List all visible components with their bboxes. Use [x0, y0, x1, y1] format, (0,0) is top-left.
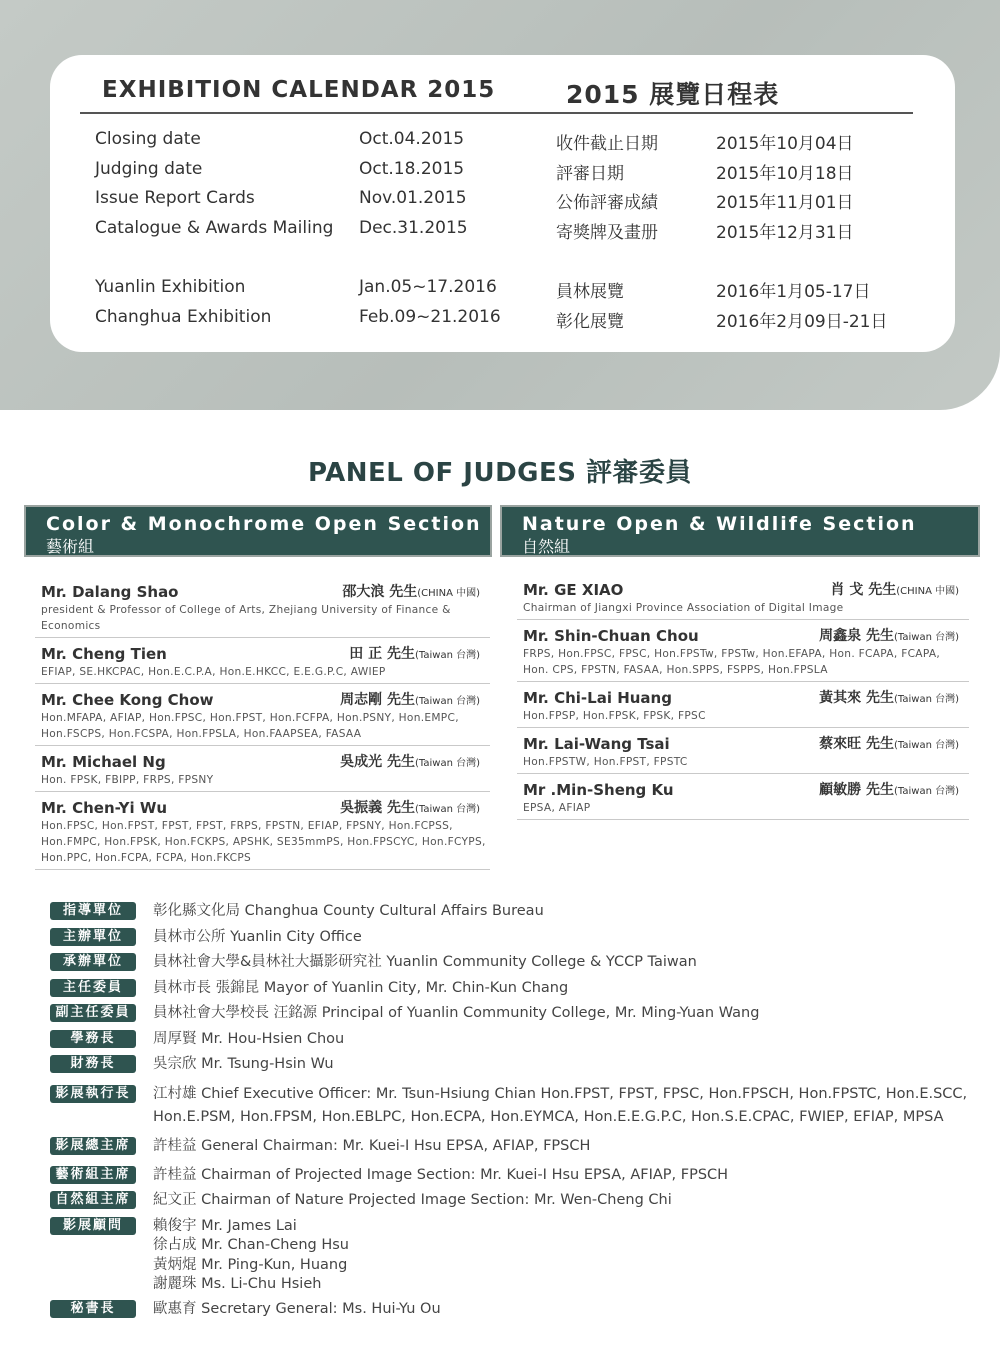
org-role-badge: 副主任委員: [50, 1004, 136, 1022]
event-name-zh: 評審日期: [556, 163, 624, 184]
event-date: Oct.04.2015: [359, 129, 465, 149]
judge-entry: [517, 732, 969, 774]
org-row: [50, 1137, 970, 1166]
judge-chinese-name: [340, 752, 480, 774]
judge-chinese-name: [819, 780, 959, 802]
org-line: 吳宗欣 Mr. Tsung-Hsin Wu: [153, 1056, 334, 1072]
judge-name-zh: 吳振義 先生: [340, 800, 415, 816]
org-line: 紀文正 Chairman of Nature Projected Image Section: Mr. Wen-Cheng Chi: [153, 1192, 672, 1208]
judge-entry: [35, 642, 490, 684]
judge-chinese-name: [830, 580, 959, 602]
judge-country: (CHINA 中國): [896, 586, 959, 597]
judge-entry: [517, 778, 969, 820]
judge-honors: Chairman of Jiangxi Province Association of Digital Image: [523, 602, 844, 614]
org-row: [50, 1217, 970, 1300]
judge-entry: [35, 750, 490, 792]
event-date: Nov.01.2015: [359, 188, 467, 208]
judge-country: (Taiwan 台灣): [894, 740, 959, 751]
org-row: [50, 1081, 970, 1137]
judge-name-zh: 蔡來旺 先生: [819, 736, 894, 752]
org-row: [50, 902, 970, 928]
event-name-zh: 員林展覽: [556, 282, 624, 302]
judge-entry: [35, 580, 490, 638]
org-line: 員林市長 張錦昆 Mayor of Yuanlin City, Mr. Chin-Kun Chang: [153, 979, 569, 996]
org-role-badge: 學務長: [50, 1030, 136, 1048]
judge-name-zh: 周志剛 先生: [340, 692, 415, 708]
judge-entry: [517, 686, 969, 728]
event-name: Closing date: [95, 129, 201, 149]
judge-chinese-name: [819, 626, 959, 648]
calendar-row: [50, 305, 955, 335]
judge-name-zh: 周鑫泉 先生: [819, 628, 894, 644]
judge-honors: Hon.FPSC, Hon.FPST, FPST, FPST, FRPS, FPSTN, EFIAP, FPSNY, Hon.FCPSS, Hon.FMPC, Hon.FPSK, Hon.FCKPS, APSHK, SE35mmPS, Hon.FPSCYC, Hon.FCYPS, Hon.PPC, Hon.FCPA, FCPA, Hon.FKCPS: [41, 820, 486, 864]
judge-name-zh: 顧敏勝 先生: [819, 782, 894, 798]
judge-name: Mr. Lai-Wang Tsai: [523, 735, 670, 753]
judge-country: (Taiwan 台灣): [415, 696, 480, 707]
event-name: Judging date: [95, 158, 203, 179]
event-date-zh: 2016年2月09日-21日: [716, 311, 888, 332]
judge-name: Mr. Chee Kong Chow: [41, 691, 214, 709]
org-role-badge: 主辦單位: [50, 928, 136, 946]
section-title-zh: 自然組: [522, 537, 571, 556]
org-row: [50, 1030, 970, 1056]
judge-country: (Taiwan 台灣): [415, 758, 480, 769]
org-member: [153, 1030, 344, 1050]
judge-chinese-name: [819, 688, 959, 710]
org-line: 徐占成 Mr. Chan-Cheng Hsu: [153, 1237, 349, 1253]
judge-honors: Hon.MFAPA, AFIAP, Hon.FPSC, Hon.FPST, Hon.FCFPA, Hon.PSNY, Hon.EMPC, Hon.FSCPS, Hon.FCSPA, Hon.FPSLA, Hon.FAAPSEA, FASAA: [41, 712, 459, 740]
judge-country: (CHINA 中國): [417, 588, 480, 599]
org-role-badge: 影展總主席: [50, 1137, 136, 1155]
judge-name: Mr. Chi-Lai Huang: [523, 689, 672, 707]
event-date: Jan.05~17.2016: [359, 277, 497, 297]
event-name-zh: 寄獎牌及畫册: [556, 222, 658, 243]
org-line: 員林社會大學&員林社大攝影研究社 Yuanlin Community College & YCCP Taiwan: [153, 954, 697, 970]
judges-heading: PANEL OF JUDGES 評審委員: [307, 458, 693, 488]
calendar-title-en: EXHIBITION CALENDAR 2015: [102, 77, 496, 103]
org-member: [153, 1217, 349, 1295]
calendar-row: [50, 157, 955, 187]
judge-honors: Hon. FPSK, FBIPP, FRPS, FPSNY: [41, 774, 214, 786]
event-name: Yuanlin Exhibition: [95, 277, 246, 297]
org-line: 員林市公所 Yuanlin City Office: [153, 928, 362, 945]
org-line: Hon.E.PSM, Hon.FPSM, Hon.EBLPC, Hon.ECPA, Hon.EYMCA, Hon.E.E.G.P.C, Hon.S.E.CPAC, FWIEP, EFIAP, MPSA: [153, 1109, 944, 1125]
judge-name: Mr. Dalang Shao: [41, 583, 179, 601]
org-row: [50, 1055, 970, 1081]
event-name-zh: 收件截止日期: [556, 134, 658, 154]
judge-honors: EPSA, AFIAP: [523, 802, 591, 814]
judge-name-zh: 田 正 先生: [349, 646, 415, 662]
calendar-rows: [50, 127, 955, 334]
section-title-en: Nature Open & Wildlife Section: [522, 513, 917, 535]
org-role-badge: 主任委員: [50, 979, 136, 997]
exhibition-calendar-card: [50, 55, 955, 352]
judge-honors: Hon.FPSTW, Hon.FPST, FPSTC: [523, 756, 688, 768]
judge-entry: [517, 624, 969, 682]
org-member: [153, 928, 362, 948]
judge-name-zh: 肖 戈 先生: [830, 582, 897, 598]
org-member: [153, 1191, 672, 1211]
org-member: [153, 979, 568, 999]
event-date-zh: 2015年10月18日: [716, 163, 854, 184]
event-name: Issue Report Cards: [95, 188, 255, 208]
org-member: [153, 902, 544, 922]
org-line: 許桂益 General Chairman: Mr. Kuei-I Hsu EPSA, AFIAP, FPSCH: [153, 1137, 591, 1154]
org-line: 賴俊宇 Mr. James Lai: [153, 1217, 297, 1234]
org-member: [153, 1004, 759, 1024]
event-date-zh: 2015年10月04日: [716, 134, 854, 154]
org-row: [50, 1166, 970, 1192]
org-role-badge: 藝術組主席: [50, 1166, 136, 1184]
event-name: Catalogue & Awards Mailing: [95, 217, 334, 238]
judge-name: Mr. Cheng Tien: [41, 645, 167, 663]
event-date-zh: 2015年12月31日: [716, 222, 854, 243]
org-role-badge: 財務長: [50, 1055, 136, 1073]
section-title-en: Color & Monochrome Open Section: [46, 513, 482, 535]
judge-chinese-name: [340, 798, 480, 820]
org-role-badge: 自然組主席: [50, 1191, 136, 1209]
org-role-badge: 秘書長: [50, 1300, 136, 1318]
judge-name-zh: 黃其來 先生: [819, 690, 894, 706]
event-name-zh: 公佈評審成績: [556, 193, 658, 213]
organization-committee: [50, 902, 970, 1325]
judge-entry: [35, 796, 490, 870]
org-line: 彰化縣文化局 Changhua County Cultural Affairs Bureau: [153, 903, 544, 919]
org-member: [153, 1166, 728, 1186]
judge-country: (Taiwan 台灣): [415, 650, 480, 661]
org-role-badge: 指導單位: [50, 902, 136, 920]
judge-chinese-name: [340, 690, 480, 712]
calendar-row: [50, 127, 955, 157]
org-member: [153, 1300, 441, 1320]
calendar-row: [50, 275, 955, 305]
judges-list-color-monochrome: [35, 580, 490, 874]
calendar-row: [50, 216, 955, 246]
org-role-badge: 影展執行長: [50, 1085, 136, 1103]
event-date: Oct.18.2015: [359, 158, 465, 179]
judge-country: (Taiwan 台灣): [415, 804, 480, 815]
event-name: Changhua Exhibition: [95, 306, 272, 327]
judge-chinese-name: [349, 644, 480, 666]
judge-name-zh: 邵大浪 先生: [342, 584, 418, 600]
judge-chinese-name: [342, 582, 480, 604]
event-date-zh: 2016年1月05-17日: [716, 282, 871, 302]
org-row: [50, 953, 970, 979]
event-date: Feb.09~21.2016: [359, 306, 501, 327]
org-line: 員林社會大學校長 汪銘源 Principal of Yuanlin Community College, Mr. Ming-Yuan Wang: [153, 1005, 760, 1021]
org-role-badge: 影展顧問: [50, 1217, 136, 1235]
judge-name: Mr. Chen-Yi Wu: [41, 799, 168, 817]
judge-honors: FRPS, Hon.FPSC, FPSC, Hon.FPSTw, FPSTw, Hon.EFAPA, Hon. FCAPA, FCAPA, Hon. CPS, FPSTN, FASAA, Hon.SPPS, FSPPS, Hon.FPSLA: [523, 648, 941, 676]
org-line: 黃炳焜 Mr. Ping-Kun, Huang: [153, 1256, 348, 1273]
calendar-title-zh: 2015 展覽日程表: [566, 80, 780, 109]
org-member: [153, 1055, 334, 1075]
section-header-color-monochrome: [24, 505, 492, 557]
calendar-divider: [80, 112, 913, 114]
judge-entry: [35, 688, 490, 746]
section-title-zh: 藝術組: [46, 537, 95, 556]
org-line: 周厚賢 Mr. Hou-Hsien Chou: [153, 1030, 345, 1047]
judge-name: Mr. GE XIAO: [523, 581, 624, 599]
judge-name-zh: 吳成光 先生: [340, 754, 415, 770]
judge-honors: EFIAP, SE.HKCPAC, Hon.E.C.P.A, Hon.E.HKCC, E.E.G.P.C, AWIEP: [41, 666, 386, 678]
judge-name: Mr .Min-Sheng Ku: [523, 781, 674, 799]
org-line: 許桂益 Chairman of Projected Image Section: Mr. Kuei-I Hsu EPSA, AFIAP, FPSCH: [153, 1166, 729, 1183]
org-row: [50, 928, 970, 954]
judge-honors: Hon.FPSP, Hon.FPSK, FPSK, FPSC: [523, 710, 706, 722]
org-row: [50, 979, 970, 1005]
section-header-nature-wildlife: [500, 505, 980, 557]
judge-name: Mr. Michael Ng: [41, 753, 166, 771]
org-row: [50, 1300, 970, 1325]
event-name-zh: 彰化展覽: [556, 311, 624, 332]
org-member: [153, 1085, 967, 1128]
judge-honors: president & Professor of College of Arts, Zhejiang University of Finance & Economics: [41, 604, 451, 632]
org-line: 江村雄 Chief Executive Officer: Mr. Tsun-Hsiung Chian Hon.FPST, FPST, FPSC, Hon.FPSCH, Hon.FPSTC, Hon.E.SCC,: [153, 1085, 968, 1102]
org-member: [153, 953, 697, 973]
judge-entry: [517, 578, 969, 620]
calendar-row: [50, 186, 955, 216]
judges-list-nature-wildlife: [517, 578, 969, 824]
judge-country: (Taiwan 台灣): [894, 786, 959, 797]
org-line: 歐惠育 Secretary General: Ms. Hui-Yu Ou: [153, 1300, 441, 1317]
judge-country: (Taiwan 台灣): [894, 694, 959, 705]
judge-country: (Taiwan 台灣): [894, 632, 959, 643]
org-line: 謝麗珠 Ms. Li-Chu Hsieh: [153, 1276, 322, 1292]
event-date-zh: 2015年11月01日: [716, 193, 854, 213]
org-member: [153, 1137, 590, 1157]
judge-chinese-name: [819, 734, 959, 756]
org-row: [50, 1004, 970, 1030]
org-role-badge: 承辦單位: [50, 953, 136, 971]
event-date: Dec.31.2015: [359, 217, 468, 238]
judge-name: Mr. Shin-Chuan Chou: [523, 627, 699, 645]
org-row: [50, 1191, 970, 1217]
